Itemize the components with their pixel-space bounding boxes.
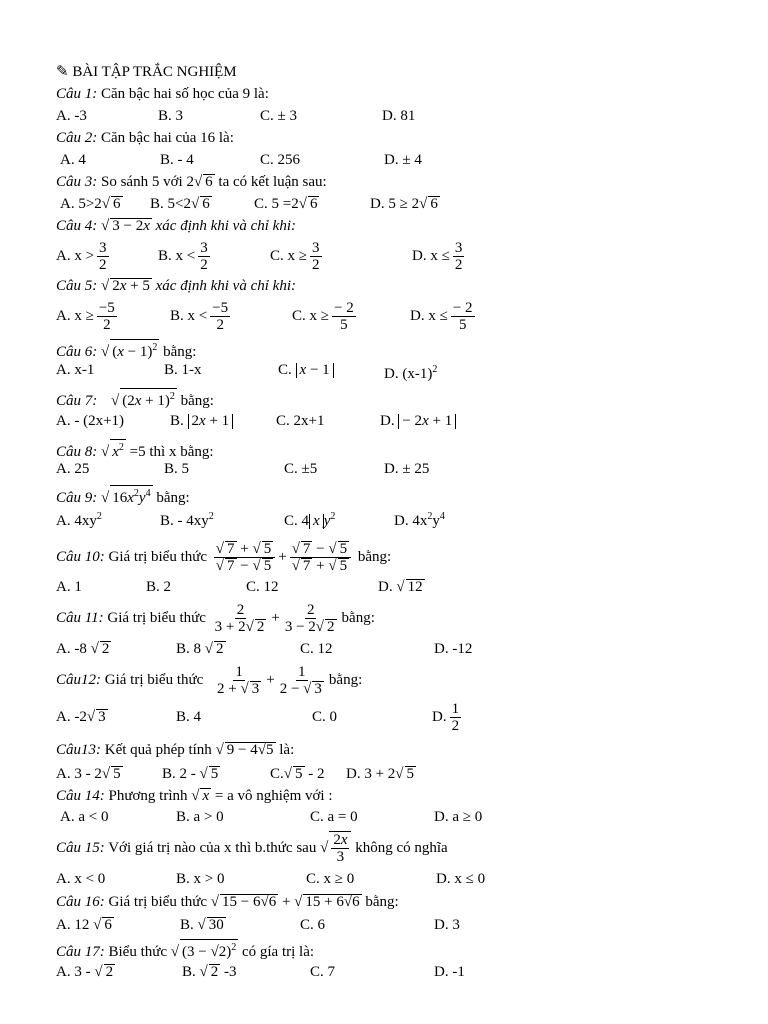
q17-option-a: A. 3 - √ 2	[56, 964, 114, 980]
question-12: Câu12: Giá trị biểu thức $\frac{1}{2 + √ 3}$ + $\frac{1}{2 - √ 3}$ bằng:	[56, 664, 363, 698]
question-13: Câu13: Kết quả phép tính √ 9 − 4√5 là:	[56, 742, 295, 758]
q14-option-b: B. a > 0	[176, 809, 224, 825]
math-2sqrt6: 2√ 6	[186, 174, 213, 190]
q7-option-a: A. - (2x+1)	[56, 413, 125, 429]
q10-option-d: D. √ 12	[378, 579, 423, 595]
q14-option-d: D. a ≥ 0	[434, 809, 483, 825]
q1-option-b: B. 3	[158, 108, 184, 124]
q5-option-d: D. x ≤ $\frac{- 2}{5}$	[410, 300, 473, 333]
q14-option-a: A. a < 0	[60, 809, 109, 825]
q11-option-b: B. 8 √ 2	[176, 641, 224, 657]
page-title: ✎ BÀI TẬP TRẮC NGHIỆM	[56, 64, 237, 80]
q10-option-c: C. 12	[246, 579, 279, 595]
q2-option-d: D. ± 4	[384, 152, 422, 168]
q6-option-c: C. x − 1	[278, 361, 334, 379]
q9-option-d: D. $4x^2y^4$	[394, 511, 445, 529]
q9-option-a: A. $4xy^2$	[56, 511, 102, 529]
q7-option-b: B. 2x + 1	[170, 412, 233, 430]
question-17: Câu 17: Biểu thức √ $(3 - √2)^2$ có gía trị là:	[56, 939, 314, 961]
q5-option-b: B. x < $\frac{-5}{2}$	[170, 300, 229, 333]
math-fraction: $\frac{2}{3 - 2√ 2}$	[284, 602, 335, 636]
q5-option-c: C. x ≥ $\frac{- 2}{5}$	[292, 300, 354, 333]
question-14: Câu 14: Phương trình √ x = a vô nghiệm với :	[56, 788, 333, 804]
q11-option-a: A. -8 √ 2	[56, 641, 110, 657]
q16-option-a: A. 12 √ 6	[56, 917, 112, 933]
math-sqrt-2x-5: √ 2x + 5	[101, 278, 150, 294]
q4-option-d: D. x ≤ $\frac{3}{2}$	[412, 240, 463, 273]
q10-option-b: B. 2	[146, 579, 172, 595]
pencil-icon: ✎	[56, 64, 69, 80]
q12-option-d: D. $\frac{1}{2}$	[432, 701, 460, 735]
q2-option-b: B. - 4	[160, 152, 194, 168]
q6-option-d: D. $(x-1)^2$	[384, 364, 438, 382]
question-11: Câu 11: Giá trị biểu thức $\frac{2}{3 + 2√ 2}$ + $\frac{2}{3 - 2√ 2}$ bằng:	[56, 602, 375, 636]
math-sqrt-9-4sqrt5: √ 9 − 4√5	[215, 742, 274, 758]
question-15: Câu 15: Với giá trị nào của x thì b.thức sau √ $\frac{2x}{3}$ không có nghĩa	[56, 832, 448, 866]
math-fraction: $\frac{2}{3 + 2√ 2}$	[214, 602, 265, 636]
q1-option-a: A. -3	[56, 108, 87, 124]
math-fraction: $\frac{√ 7 + √ 5}{√ 7 - √ 5}$	[214, 541, 275, 574]
q12-option-b: B. 4	[176, 709, 202, 725]
q13-option-d: D. 3 + 2√ 5	[346, 766, 415, 782]
q14-option-c: C. a = 0	[310, 809, 358, 825]
q8-option-a: A. 25	[56, 461, 90, 477]
q12-option-a: A. -2√ 3	[56, 709, 106, 725]
q2-option-c: C. 256	[260, 152, 301, 168]
q10-option-a: A. 1	[56, 579, 82, 595]
question-9: Câu 9: √ $16x^2y^4$ bằng:	[56, 485, 190, 507]
q4-option-b: B. x < $\frac{3}{2}$	[158, 240, 208, 273]
math-fraction: $\frac{1}{2 + √ 3}$	[217, 664, 260, 698]
q15-option-a: A. x < 0	[56, 871, 106, 887]
q8-option-c: C. ±5	[284, 461, 318, 477]
math-sqrt-sum: √ 15 − 6√6 + √ 15 + 6√6	[210, 894, 360, 910]
question-2: Câu 2: Căn bậc hai của 16 là:	[56, 130, 234, 146]
math-sqrt-16x2y4: √ $16x^2y^4$	[101, 490, 153, 506]
math-fraction: $\frac{√ 7 - √ 5}{√ 7 + √ 5}$	[290, 541, 351, 574]
q15-option-b: B. x > 0	[176, 871, 225, 887]
q5-option-a: A. x ≥ $\frac{-5}{2}$	[56, 300, 115, 333]
q9-option-c: C. 4 x $y^2$	[284, 511, 336, 529]
q15-option-d: D. x ≤ 0	[436, 871, 486, 887]
question-16: Câu 16: Giá trị biểu thức √ 15 − 6√6 + √ 15 + 6√6 bằng:	[56, 894, 399, 910]
question-8: Câu 8: √ $x^2 =5$ thì x bằng:	[56, 439, 214, 461]
question-3: Câu 3: So sánh 5 với 2√ 6 ta có kết luận sau:	[56, 174, 327, 190]
q6-option-a: A. x-1	[56, 362, 95, 378]
q11-option-c: C. 12	[300, 641, 333, 657]
q3-option-d: D. 5 ≥ 2√ 6	[370, 196, 438, 212]
q3-option-a: A. 5>2√ 6	[60, 196, 121, 212]
q8-option-d: D. ± 25	[384, 461, 430, 477]
question-10: Câu 10: Giá trị biểu thức $\frac{√ 7 + √ 5}{√ 7 - √ 5}$ + $\frac{√ 7 - √ 5}{√ 7 + √ 5}$ bằng:	[56, 541, 392, 575]
q16-option-c: C. 6	[300, 917, 326, 933]
q17-option-c: C. 7	[310, 964, 336, 980]
math-sqrt-x-1-sq: √ $(x - 1)^2$	[101, 344, 159, 360]
q13-option-c: C.√ 5 - 2	[270, 766, 325, 782]
q16-option-d: D. 3	[434, 917, 460, 933]
math-fraction: $\frac{1}{2 - √ 3}$	[279, 664, 322, 698]
question-4: Câu 4: √ 3 − 2x xác định khi và chỉ khi:	[56, 218, 296, 234]
math-sqrt-x: √ x	[191, 788, 210, 804]
q11-option-d: D. -12	[434, 641, 473, 657]
q7-option-c: C. 2x+1	[276, 413, 325, 429]
question-1: Câu 1: Căn bậc hai số học của 9 là:	[56, 86, 269, 102]
math-sqrt-2x1-sq: √ $(2x + 1)^2$	[111, 393, 177, 409]
math-sqrt-x-sq: √ $x^2$	[101, 444, 126, 460]
q16-option-b: B. √ 30	[180, 917, 224, 933]
question-7: Câu 7: √ $(2x + 1)^2$ bằng:	[56, 388, 214, 410]
q15-option-c: C. x ≥ 0	[306, 871, 355, 887]
q17-option-d: D. -1	[434, 964, 465, 980]
q1-option-d: D. 81	[382, 108, 416, 124]
q3-option-c: C. 5 =2√ 6	[254, 196, 318, 212]
q13-option-a: A. 3 - 2√ 5	[56, 766, 121, 782]
q1-option-c: C. ± 3	[260, 108, 297, 124]
q8-option-b: B. 5	[164, 461, 190, 477]
q3-option-b: B. 5<2√ 6	[150, 196, 210, 212]
q4-option-a: A. x > $\frac{3}{2}$	[56, 240, 107, 273]
q6-option-b: B. 1-x	[164, 362, 202, 378]
q7-option-d: D. − 2x + 1	[380, 412, 456, 430]
q13-option-b: B. 2 - √ 5	[162, 766, 219, 782]
q12-option-c: C. 0	[312, 709, 338, 725]
math-sqrt-3-2x: √ 3 − 2x	[101, 218, 150, 234]
q9-option-b: B. - $4xy^2$	[160, 511, 214, 529]
math-sqrt-2x-over-3: √ $\frac{2x}{3}$	[320, 840, 351, 856]
question-5: Câu 5: √ 2x + 5 xác định khi và chỉ khi:	[56, 278, 296, 294]
q2-option-a: A. 4	[60, 152, 86, 168]
q17-option-b: B. √ 2 -3	[182, 964, 237, 980]
question-6: Câu 6: √ $(x - 1)^2$ bằng:	[56, 339, 196, 361]
math-sqrt-3-sqrt2-sq: √ $(3 - √2)^2$	[171, 944, 238, 960]
q4-option-c: C. x ≥ $\frac{3}{2}$	[270, 240, 320, 273]
